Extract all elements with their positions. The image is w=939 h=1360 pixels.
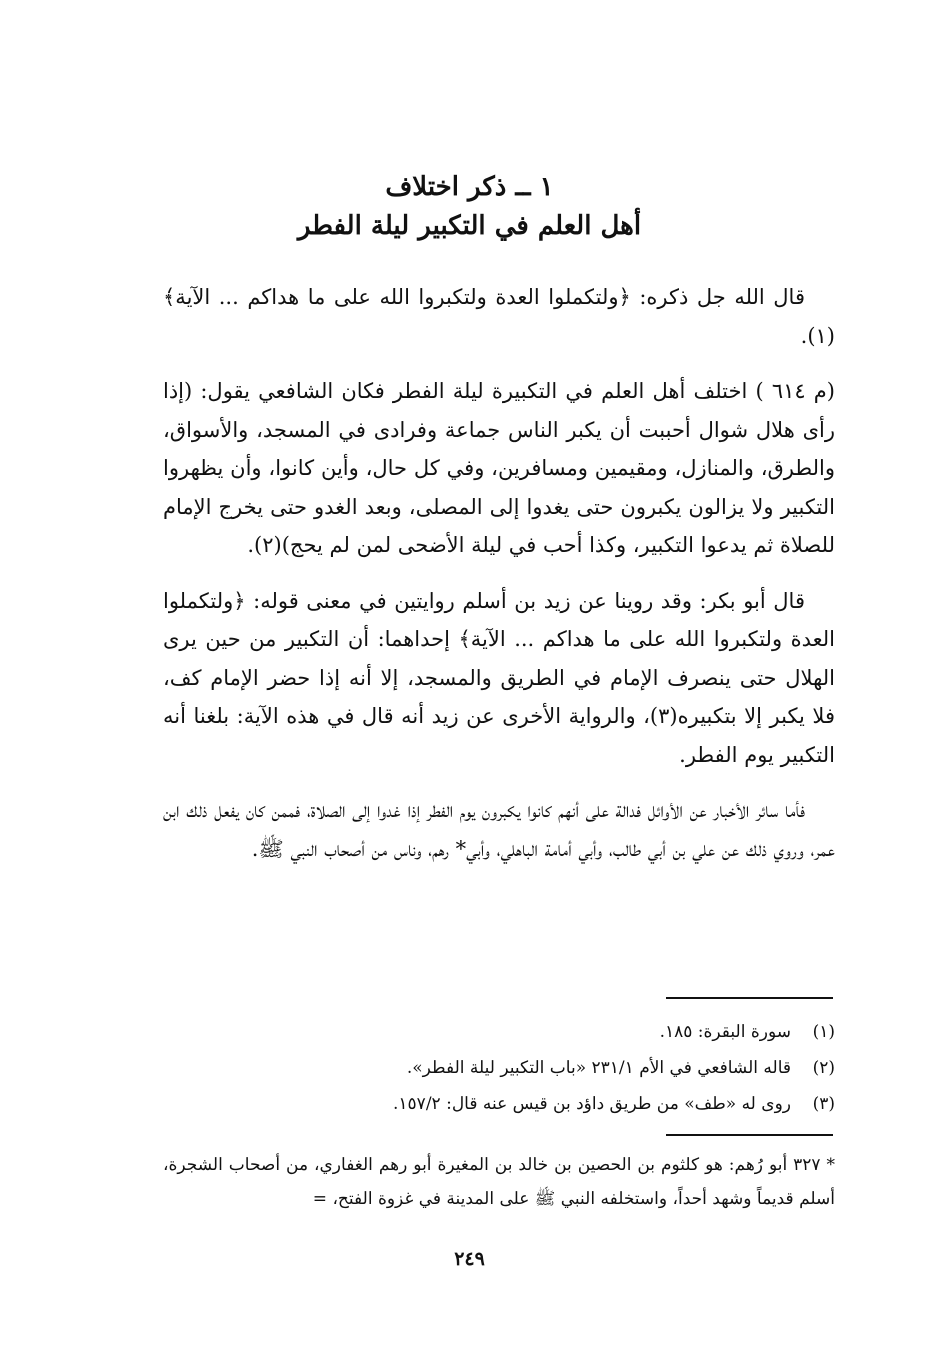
chapter-heading-line-1: ١ ــ ذكر اختلاف <box>385 172 554 202</box>
chapter-heading-line-2: أهل العلم في التكبير ليلة الفطر <box>297 211 642 241</box>
paragraph-shafii-opinion: (م ٦١٤ ) اختلف أهل العلم في التكبيرة ليلة الفطر فكان الشافعي يقول: (إذا رأى هلال شوال أحببت أن يكبر الناس جماعة وفرادى في المسجد، والأسواق، والطرق، والمنازل، ومقيمين ومسافرين، وفي كل حال، وأين كانوا، وأن يظهروا التكبير ولا يزالون يكبرون حتى يغدوا إلى المصلى، وبعد الغدو حتى يخرج الإمام للصلاة ثم يدعوا التكبير، وكذا أحب في ليلة الأضحى لمن لم يحج)(٢). <box>163 379 835 557</box>
footnote-item <box>163 1050 835 1086</box>
main-text <box>163 278 835 885</box>
page-number: ٢٤٩ <box>454 1248 485 1270</box>
footnote-divider <box>666 997 833 999</box>
footnote-number: (١) <box>812 1022 835 1042</box>
biography-divider <box>666 1134 833 1136</box>
footnote-text: سورة البقرة: ١٨٥. <box>659 1022 791 1042</box>
footnotes <box>163 1014 835 1122</box>
footnote-text: قاله الشافعي في الأم ٢٣١/١ «باب التكبير ليلة الفطر». <box>406 1058 791 1078</box>
chapter-heading <box>0 168 939 246</box>
paragraph-quran-verse: قال الله جل ذكره: ﴿ولتكملوا العدة ولتكبروا الله على ما هداكم ... الآية﴾(١). <box>163 285 835 348</box>
biography-note: * ٣٢٧ أبو رُهم: هو كلثوم بن الحصين بن خالد بن المغيرة أبو رهم الغفاري، من أصحاب الشجرة، أسلم قديماً وشهد أحداً، واستخلفه النبي ﷺ على المدينة في غزوة الفتح، = <box>163 1155 835 1209</box>
footnote-text: روى له «طف» من طريق داؤد بن قيس عنه قال: ١٥٧/٢. <box>393 1094 791 1114</box>
footnote-item <box>163 1086 835 1122</box>
paragraph-abu-bakr: قال أبو بكر: وقد روينا عن زيد بن أسلم روايتين في معنى قوله: ﴿ولتكملوا العدة ولتكبروا الله على ما هداكم ... الآية﴾ إحداهما: أن التكبير من حين يرى الهلال حتى ينصرف الإمام في الطريق والمسجد، إلا أنه إذا حضر الإمام كف، فلا يكبر إلا بتكبيره(٣)، والرواية الأخرى عن زيد أنه قال في هذه الآية: بلغنا أنه التكبير يوم الفطر. <box>163 588 835 767</box>
footnote-item <box>163 1014 835 1050</box>
paragraph-reports: فأما سائر الأخبار عن الأوائل فدالة على أنهم كانوا يكبرون يوم الفطر إذا غدوا إلى الصلاة، فممن كان يفعل ذلك ابن عمر، وروي ذلك عن علي بن أبي طالب، وأبي أمامة الباهلي، وأبي* رهم، وناس من أصحاب النبي ﷺ. <box>163 798 835 861</box>
footnote-number: (٣) <box>812 1094 835 1114</box>
footnote-number: (٢) <box>812 1058 835 1078</box>
